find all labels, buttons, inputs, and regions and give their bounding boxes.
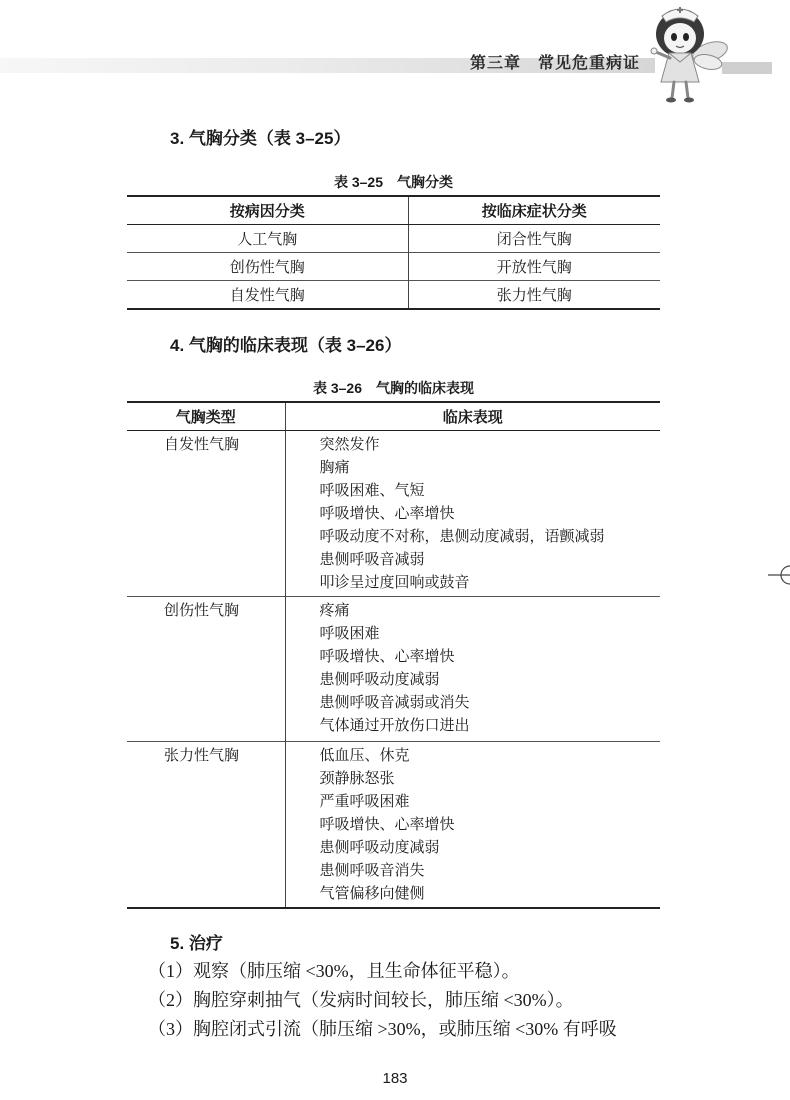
pneumothorax-type: 自发性气胸 (127, 431, 285, 597)
finding-item: 呼吸增快、心率增快 (319, 506, 455, 522)
table-cell: 闭合性气胸 (408, 225, 660, 253)
table-3-26 (127, 401, 660, 909)
table-row (127, 742, 660, 909)
pneumothorax-type: 创伤性气胸 (127, 597, 285, 742)
treatment-item: （1）观察（肺压缩 <30%，且生命体征平稳）。 (148, 961, 520, 981)
table-cell: 开放性气胸 (408, 253, 660, 281)
table-cell: 创伤性气胸 (127, 253, 408, 281)
section-5-heading: 5. 治疗 (170, 934, 223, 953)
table-header-row (127, 402, 660, 431)
column-header: 临床表现 (285, 402, 660, 431)
finding-item: 呼吸困难 (319, 626, 380, 642)
treatment-item: （3）胸腔闭式引流（肺压缩 >30%，或肺压缩 <30% 有呼吸 (148, 1019, 617, 1039)
finding-item: 患侧呼吸动度减弱 (319, 840, 440, 856)
table-row (127, 431, 660, 597)
finding-item: 胸痛 (319, 460, 350, 476)
column-header: 气胸类型 (127, 402, 285, 431)
finding-item: 患侧呼吸音消失 (319, 863, 425, 879)
finding-item: 严重呼吸困难 (319, 794, 410, 810)
section-3-heading: 3. 气胸分类（表 3–25） (170, 129, 351, 148)
table-cell: 张力性气胸 (408, 281, 660, 310)
page-number: 183 (382, 1070, 408, 1087)
section-4-heading: 4. 气胸的临床表现（表 3–26） (170, 336, 402, 355)
table-row (127, 253, 660, 281)
finding-item: 呼吸困难、气短 (319, 483, 425, 499)
findings-cell (285, 742, 660, 909)
finding-item: 呼吸动度不对称，患侧动度减弱，语颤减弱 (319, 529, 605, 545)
findings-cell (285, 431, 660, 597)
chapter-title: 第三章 常见危重病证 (470, 55, 641, 72)
finding-item: 气体通过开放伤口进出 (319, 718, 470, 734)
findings-cell (285, 597, 660, 742)
table-header-row (127, 196, 660, 225)
table-row (127, 225, 660, 253)
registration-mark-icon (768, 560, 790, 590)
column-header: 按病因分类 (127, 196, 408, 225)
table-3-25-caption: 表 3–25 气胸分类 (333, 174, 454, 190)
finding-item: 患侧呼吸动度减弱 (319, 672, 440, 688)
table-cell: 人工气胸 (127, 225, 408, 253)
finding-item: 低血压、休克 (319, 748, 410, 764)
table-cell: 自发性气胸 (127, 281, 408, 310)
finding-item: 呼吸增快、心率增快 (319, 649, 455, 665)
finding-item: 颈静脉怒张 (319, 771, 395, 787)
finding-item: 突然发作 (319, 437, 380, 453)
nurse-angel-icon (636, 0, 732, 104)
finding-item: 患侧呼吸音减弱 (319, 552, 425, 568)
table-row (127, 597, 660, 742)
finding-item: 气管偏移向健侧 (319, 886, 425, 902)
pneumothorax-type: 张力性气胸 (127, 742, 285, 909)
table-3-25 (127, 195, 660, 310)
finding-item: 患侧呼吸音减弱或消失 (319, 695, 470, 711)
treatment-item: （2）胸腔穿刺抽气（发病时间较长，肺压缩 <30%）。 (148, 990, 574, 1010)
table-row (127, 281, 660, 310)
finding-item: 叩诊呈过度回响或鼓音 (319, 575, 470, 591)
column-header: 按临床症状分类 (408, 196, 660, 225)
finding-item: 呼吸增快、心率增快 (319, 817, 455, 833)
table-3-26-caption: 表 3–26 气胸的临床表现 (312, 380, 475, 396)
finding-item: 疼痛 (319, 603, 350, 619)
